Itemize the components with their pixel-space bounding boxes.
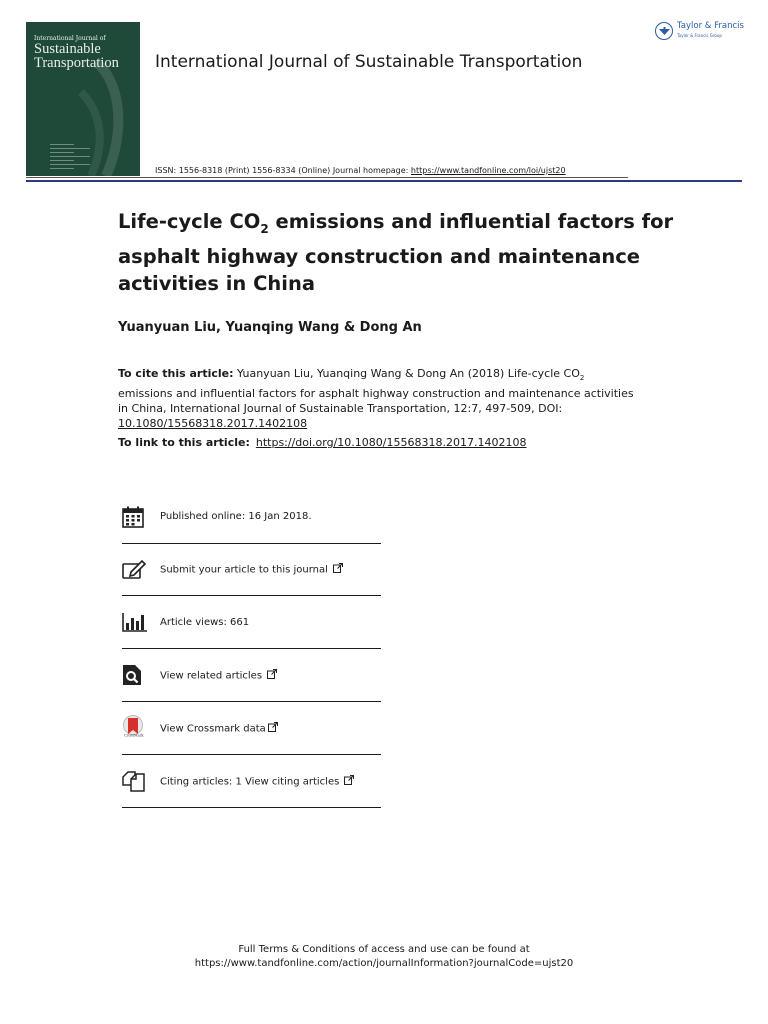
crossmark-item[interactable] <box>122 702 381 755</box>
external-link-icon <box>344 775 354 788</box>
external-link-icon <box>268 722 278 735</box>
bar-chart-icon <box>122 609 152 635</box>
edit-icon <box>122 557 152 583</box>
published-online-label: Published online: 16 Jan 2018. <box>160 511 312 522</box>
article-doi-link[interactable]: https://doi.org/10.1080/15568318.2017.1402108 <box>255 436 527 449</box>
citing-articles-label: Citing articles: 1 View citing articles <box>160 775 354 788</box>
taylor-francis-logo-icon <box>655 22 673 40</box>
article-link-line <box>118 436 526 449</box>
citing-icon <box>122 768 152 794</box>
external-link-icon <box>267 669 277 682</box>
journal-title: International Journal of Sustainable Transportation <box>155 52 583 72</box>
terms-footer <box>0 943 768 971</box>
journal-homepage-link[interactable]: https://www.tandfonline.com/loi/ujst20 <box>410 166 566 175</box>
terms-url[interactable]: https://www.tandfonline.com/action/journalInformation?journalCode=ujst20 <box>194 958 574 969</box>
article-authors: Yuanyuan Liu, Yuanqing Wang & Dong An <box>118 320 422 335</box>
issn-text: ISSN: 1556-8318 (Print) 1556-8334 (Online) Journal homepage: <box>155 166 411 175</box>
cover-kicker: International Journal of <box>34 35 106 42</box>
citing-articles-item[interactable] <box>122 755 381 808</box>
crossmark-label: View Crossmark data <box>160 722 278 735</box>
published-online-item <box>122 490 381 543</box>
link-label: To link to this article: <box>118 436 250 449</box>
related-articles-label: View related articles <box>160 669 277 682</box>
submit-article-label: Submit your article to this journal <box>160 563 343 576</box>
article-title: Life-cycle $CO_2$ emissions and influential factors for asphalt highway construction and maintenance activities in China <box>118 210 674 295</box>
crossmark-sublabel: CrossMark <box>124 733 144 737</box>
header-rule <box>26 180 742 182</box>
publisher-group: Taylor & Francis Group <box>677 33 722 38</box>
submit-article-item[interactable] <box>122 543 381 596</box>
related-articles-item[interactable] <box>122 649 381 702</box>
publisher-brand: Taylor & Francis <box>677 21 744 31</box>
publisher-logo[interactable] <box>655 22 744 40</box>
related-search-icon <box>122 662 152 688</box>
calendar-icon <box>122 504 152 530</box>
citation-doi-link[interactable]: 10.1080/15568318.2017.1402108 <box>118 417 308 431</box>
crossmark-icon <box>122 715 152 741</box>
journal-cover <box>26 22 140 176</box>
cover-name-line1: Sustainable <box>34 41 101 57</box>
terms-line1: Full Terms & Conditions of access and use can be found at <box>238 944 530 955</box>
article-info-list <box>122 490 381 808</box>
external-link-icon <box>333 563 343 576</box>
issn-line <box>155 166 566 175</box>
cover-name-line2: Transportation <box>34 55 119 71</box>
header-thin-rule <box>26 177 628 178</box>
citation-label: To cite this article: <box>118 367 234 380</box>
article-views-label: Article views: 661 <box>160 616 250 628</box>
citation-block: To cite this article: Yuanyuan Liu, Yuanqing Wang & Dong An (2018) Life-cycle $CO_2$ emissions and influential factors for asphalt highway construction and maintenance activities in China, International Journal of Sustainable Transportation, 12:7, 497-509, DOI: 10.1080/15568318.2017.1402108 <box>118 367 634 431</box>
cover-journal-name <box>34 42 119 70</box>
cover-contents-lines <box>50 144 90 172</box>
article-views-item <box>122 596 381 649</box>
